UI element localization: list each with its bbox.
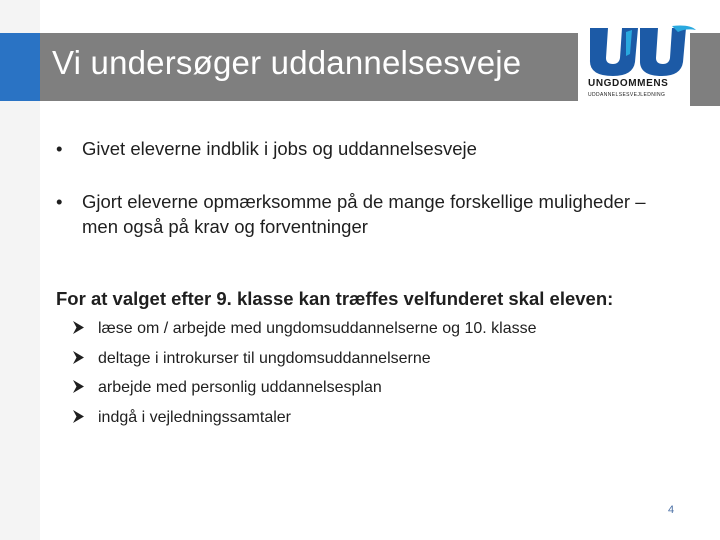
list-item [72,409,537,439]
logo-subtitle: UDDANNELSESVEJLEDNING [588,92,666,98]
list-item-text: læse om / arbejde med ungdomsuddannelserne og 10. klasse [98,320,537,337]
bullet-dot-icon: • [56,191,63,212]
requirement-list [72,320,537,438]
bullet-item [56,136,656,161]
list-item-text: deltage i introkurser til ungdomsuddannelserne [98,349,431,367]
slide-title: Vi undersøger uddannelsesveje [52,44,522,81]
arrow-bullet-icon [72,379,86,399]
uu-logo-icon [586,24,698,78]
bullet-dot-icon: • [56,138,63,159]
list-item [72,350,537,380]
arrow-bullet-icon [72,409,86,429]
logo [578,18,720,106]
list-item-text: indgå i vejledningssamtaler [98,408,291,426]
arrow-bullet-icon [72,350,86,370]
lead-statement: For at valget efter 9. klasse kan træffes velfunderet skal eleven: [56,288,614,309]
list-item-text: arbejde med personlig uddannelsesplan [98,379,382,396]
arrow-bullet-icon [72,320,86,340]
list-item [72,379,537,409]
list-item [72,320,537,350]
title-accent-stripe [0,33,40,101]
bullet-text: Givet eleverne indblik i jobs og uddannelsesveje [82,138,477,159]
bullet-item [56,189,656,239]
logo-wordmark: UNGDOMMENS [588,78,669,89]
page-number: 4 [668,504,675,516]
bullet-text: Gjort eleverne opmærksomme på de mange forskellige muligheder – men også på krav og forventninger [82,191,646,237]
